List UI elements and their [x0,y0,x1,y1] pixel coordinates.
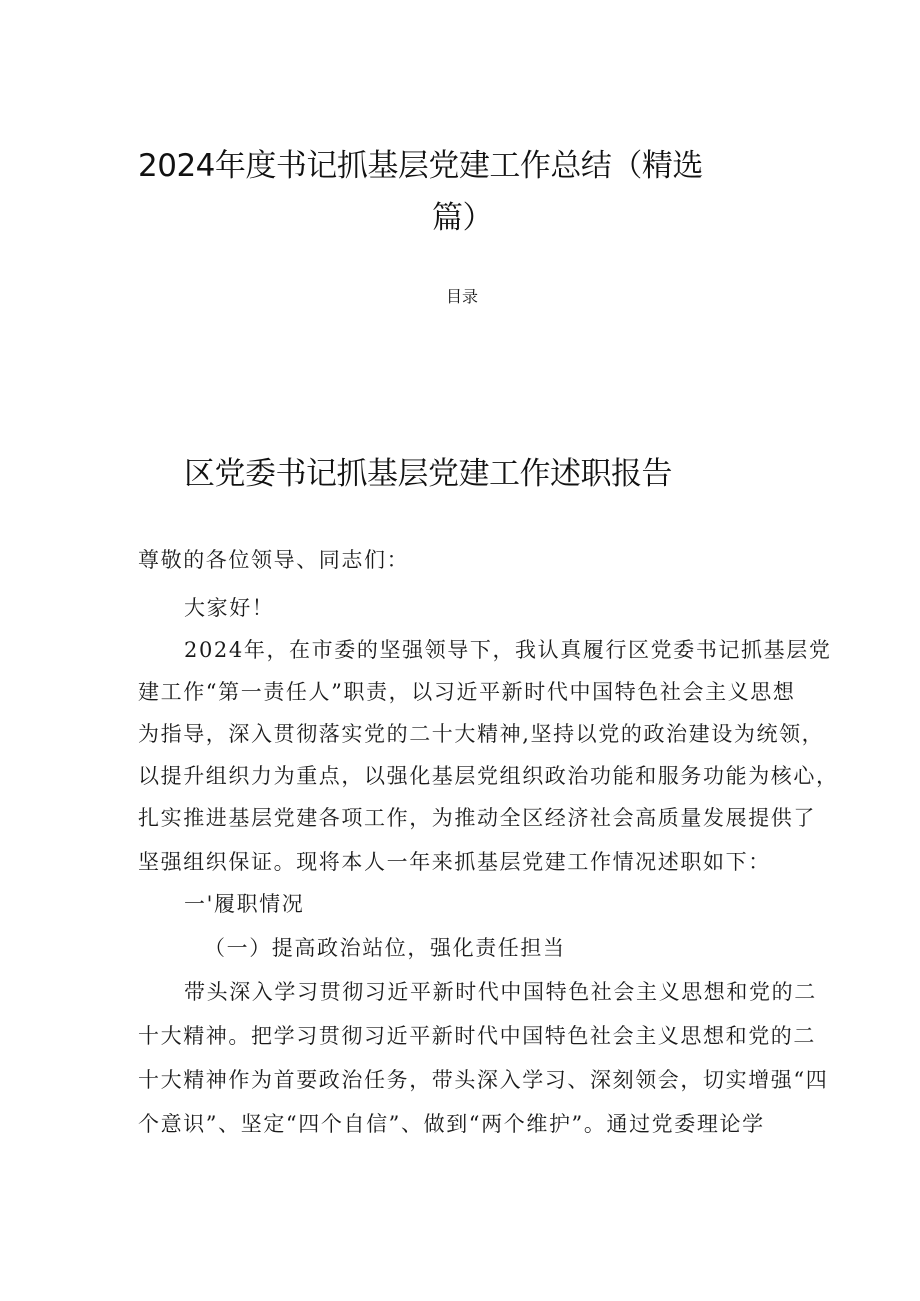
table-of-contents-label: 目录 [446,287,479,306]
section-title: 区党委书记抓基层党建工作述职报告 [184,456,672,492]
salutation: 尊敬的各位领导、同志们： [138,548,410,572]
paragraph-1-line: 2024年，在市委的坚强领导下，我认真履行区党委书记抓基层党 [184,638,832,662]
paragraph-1-line: 建工作“第一责任人”职责，以习近平新时代中国特色社会主义思想 [138,680,796,704]
heading-1: 一'履职情况 [184,892,305,916]
paragraph-2-line: 个意识”、坚定“四个自信”、做到“两个维护”。通过党委理论学 [138,1112,765,1136]
paragraph-2-line: 十大精神。把学习贯彻习近平新时代中国特色社会主义思想和党的二 [138,1024,816,1048]
subheading-1: （一）提高政治站位，强化责任担当 [204,936,566,960]
greeting: 大家好！ [184,596,275,620]
paragraph-1-line: 扎实推进基层党建各项工作，为推动全区经济社会高质量发展提供了 [138,806,816,830]
paragraph-1-line: 坚强组织保证。现将本人一年来抓基层党建工作情况述职如下： [138,850,771,874]
paragraph-1-line: 为指导，深入贯彻落实党的二十大精神,坚持以党的政治建设为统领， [138,722,825,746]
document-title-line-2: 篇） [432,200,493,236]
paragraph-2-line: 十大精神作为首要政治任务，带头深入学习、深刻领会，切实增强“四 [138,1068,829,1092]
paragraph-1-line: 以提升组织力为重点，以强化基层党组织政治功能和服务功能为核心， [138,764,839,788]
paragraph-2-line: 带头深入学习贯彻习近平新时代中国特色社会主义思想和党的二 [184,980,817,1004]
document-title-line-1: 2024年度书记抓基层党建工作总结（精选 [138,148,703,184]
